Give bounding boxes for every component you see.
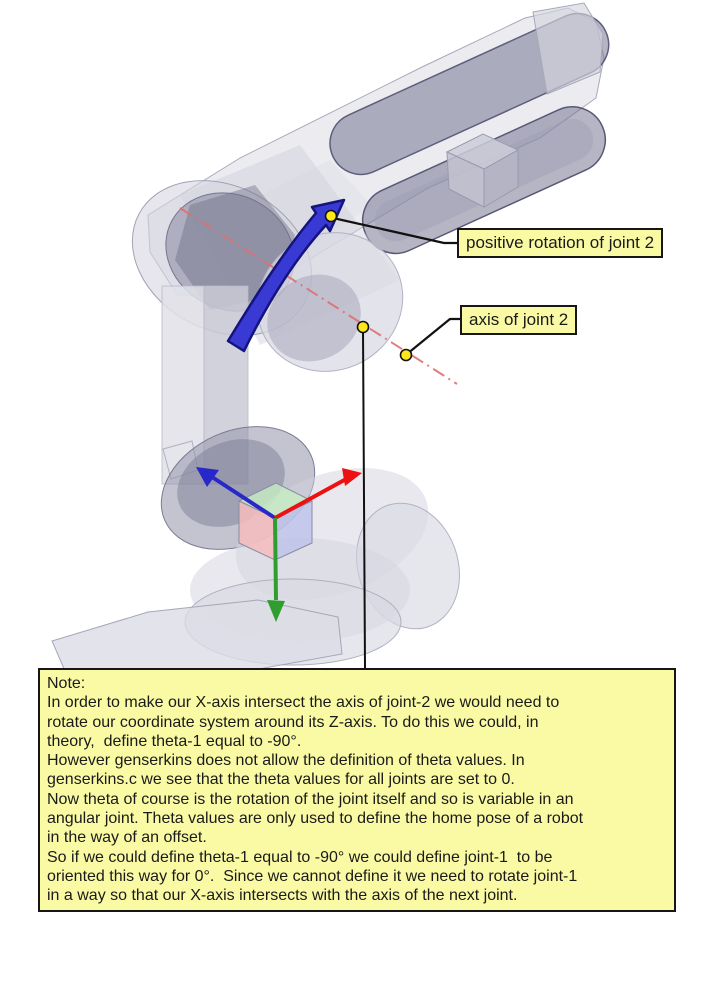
callout-positive-rotation-of-joint2: positive rotation of joint 2 (457, 228, 663, 258)
note-line: However genserkins does not allow the definition of theta values. In (47, 752, 525, 770)
rotation-marker-dot (326, 211, 337, 222)
axis-marker-dot-2 (401, 350, 412, 361)
note-line: genserkins.c we see that the theta values for all joints are set to 0. (47, 771, 515, 789)
note-line: In order to make our X-axis intersect the axis of joint-2 we would need to (47, 694, 560, 712)
note-line: So if we could define theta-1 equal to -90° we could define joint-1 to be (47, 848, 553, 866)
note-line: angular joint. Theta values are only used to define the home pose of a robot (47, 810, 584, 828)
callout-axis-of-joint2: axis of joint 2 (460, 305, 577, 335)
note-line: oriented this way for 0°. Since we cannot define it we need to rotate joint-1 (47, 867, 578, 885)
note-line: Now theta of course is the rotation of the joint itself and so is variable in an (47, 790, 574, 808)
note-box (38, 668, 676, 912)
note-line: Note: (47, 675, 86, 692)
note-line: in a way so that our X-axis intersects with the axis of the next joint. (47, 887, 518, 905)
note-line: rotate our coordinate system around its Z-axis. To do this we could, in (47, 713, 539, 731)
axis-marker-dot-1 (358, 322, 369, 333)
note-line: theory, define theta-1 equal to -90°. (47, 732, 302, 750)
note-line: in the way of an offset. (47, 829, 207, 847)
frame-axis-green (275, 518, 276, 600)
axis-label-leader-line (407, 319, 462, 354)
